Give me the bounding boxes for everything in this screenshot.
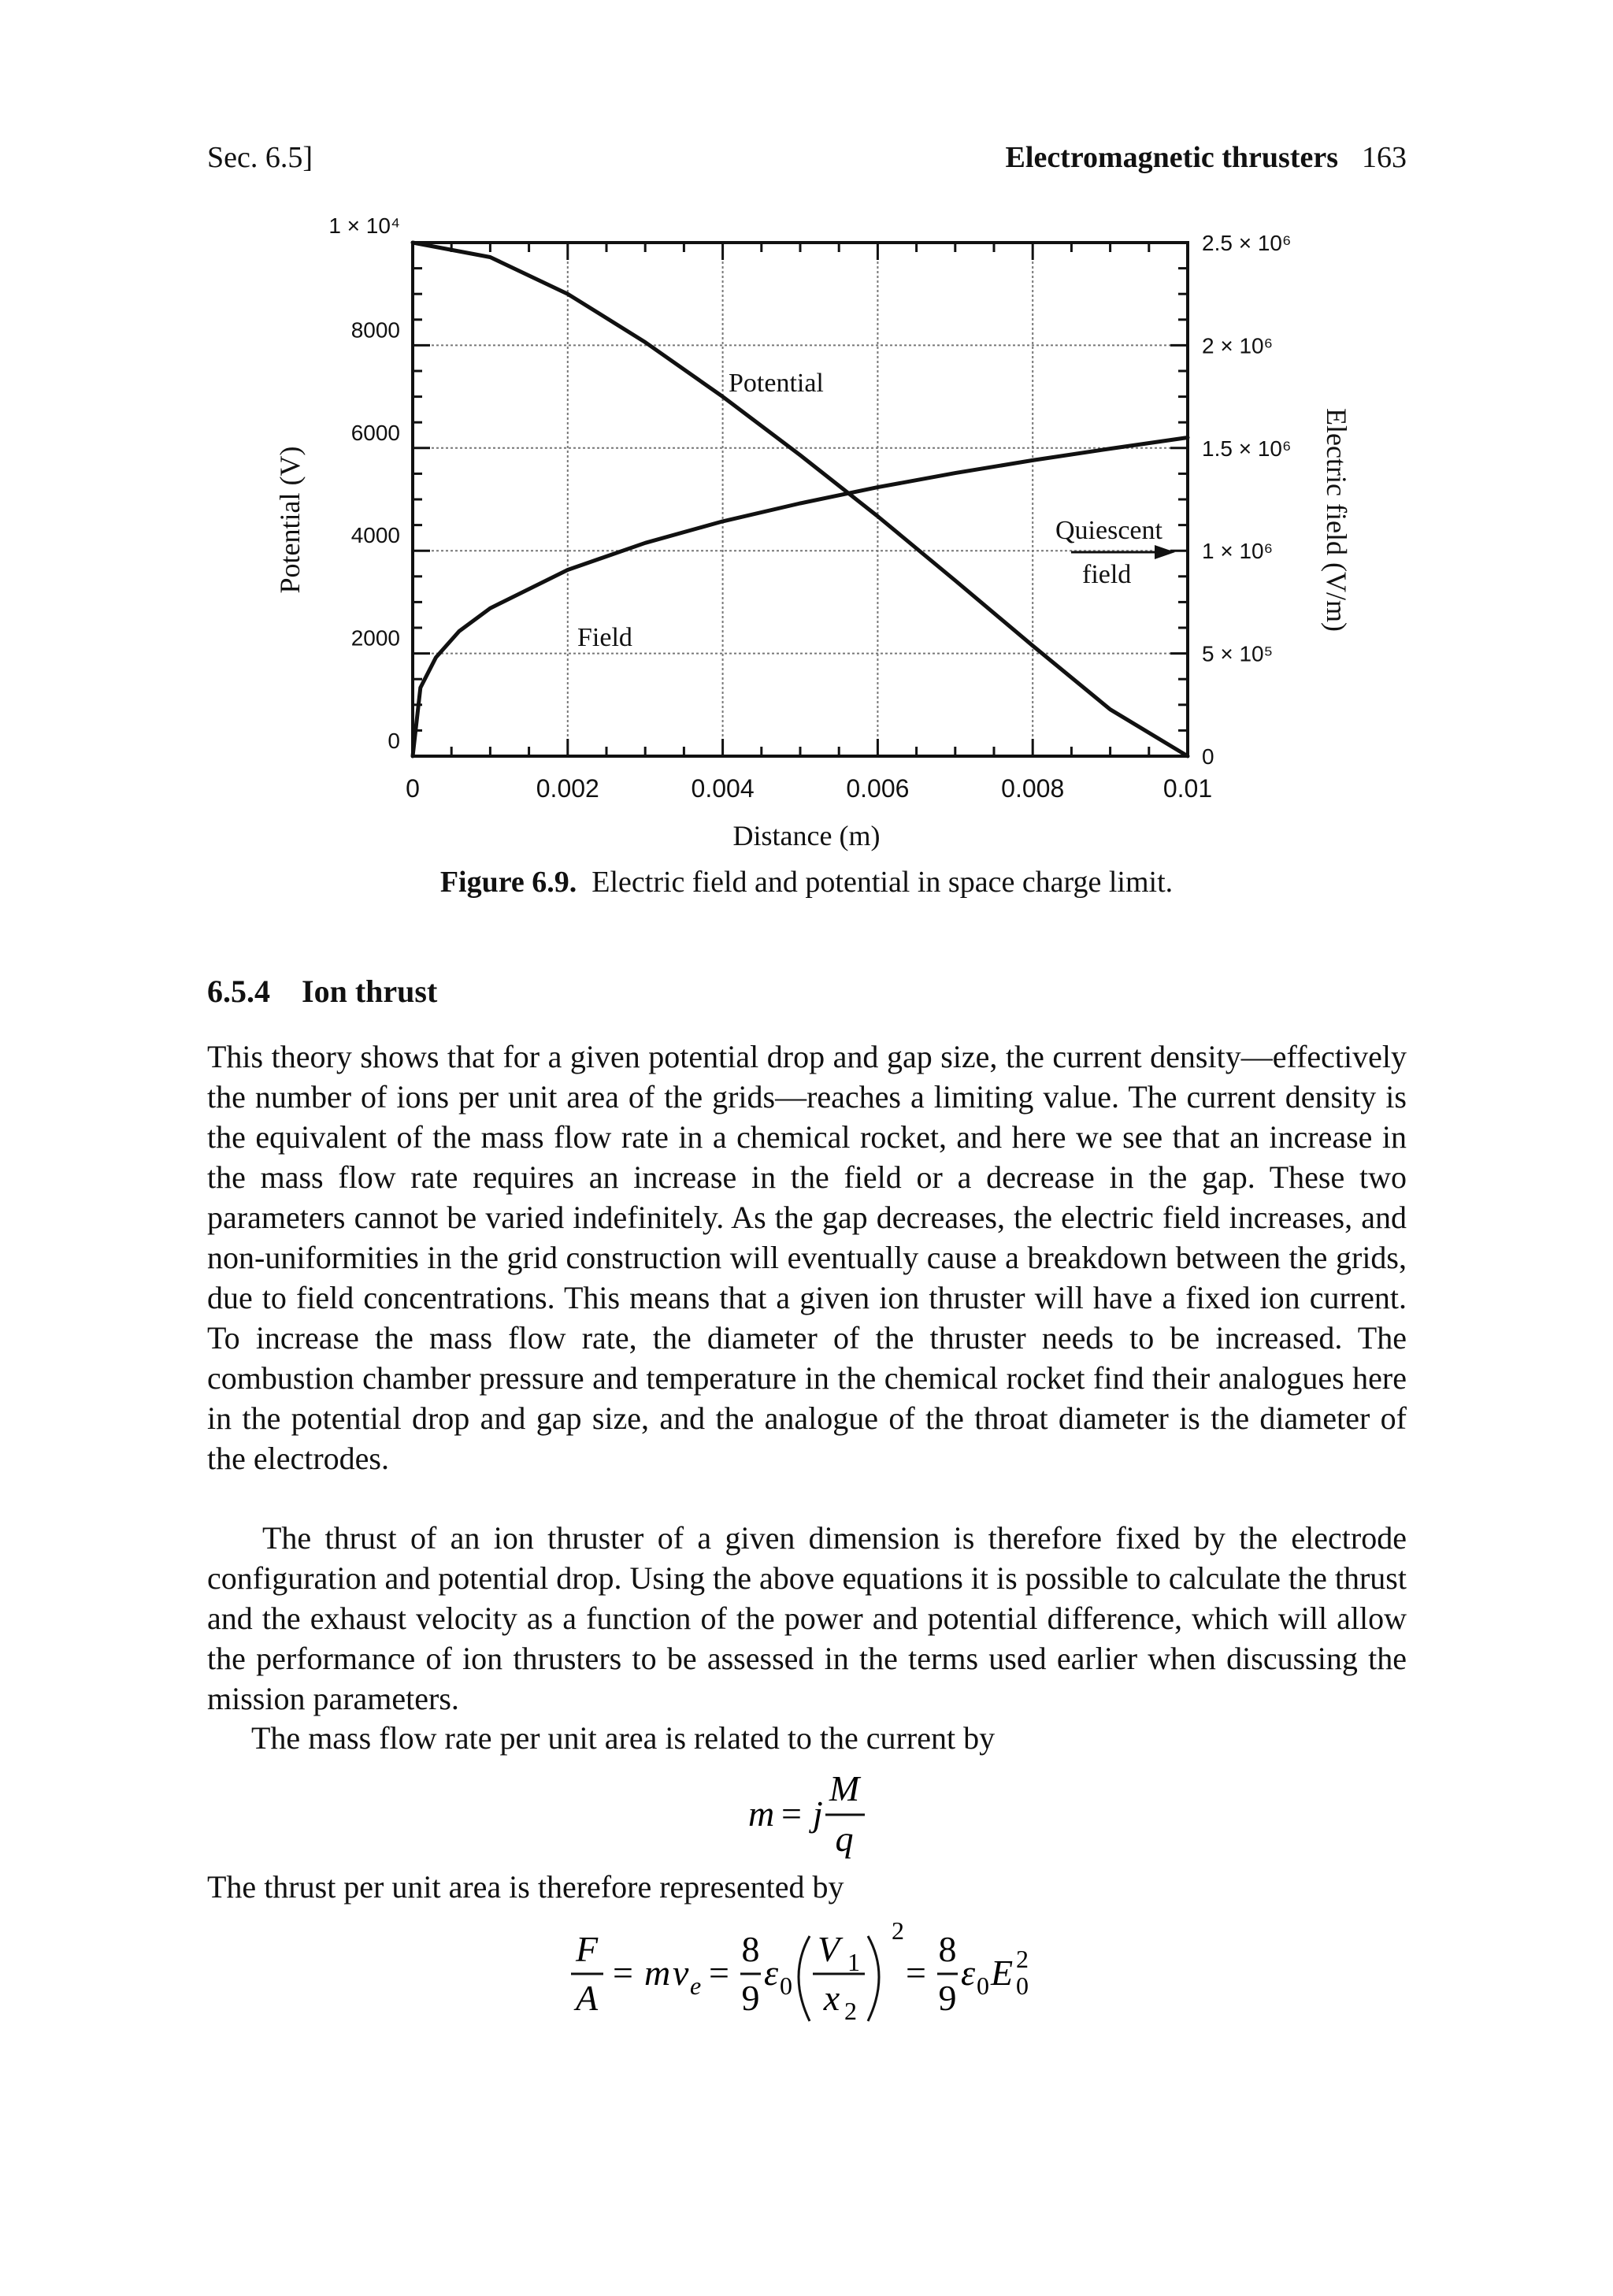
eq1-numerator: M [829, 1768, 860, 1808]
eq2-epsilon-1-sub: 0 [780, 1971, 792, 2000]
figure-caption [0, 865, 1613, 899]
y-right-tick-label: 2.5 × 10⁶ [1202, 231, 1292, 255]
paragraph-4: The thrust per unit area is therefore represented by [207, 1869, 844, 1905]
eq2-right-paren [868, 1936, 879, 2021]
paragraph-1: This theory shows that for a given potential drop and gap size, the current density—effectively the number of ions per unit area of the grids—reaches a limiting value. The current density is the equivalent of the mass flow rate in a chemical rocket, and here we see that an increase in the mass flow rate requires an increase in the field or a decrease in the gap. These two parameters cannot be varied indefinitely. As the gap decreases, the electric field increases, and non-uniformities in the grid construction will eventually cause a breakdown between the grids, due to field concentrations. This means that a given ion thruster will have a fixed ion current. To increase the mass flow rate, the diameter of the thruster needs to be increased. The combustion chamber pressure and temperature in the chemical rocket find their analogues here in the potential drop and gap size, and the analogue of the throat diameter is the diameter of the electrodes. [207, 1039, 1407, 1476]
y-left-tick-label: 2000 [350, 625, 400, 651]
caption-text: Electric field and potential in space charge limit. [591, 866, 1174, 899]
page-number: 163 [1362, 141, 1407, 174]
quiescent-label-line1: Quiescent [1055, 516, 1162, 545]
y-right-tick-label: 1.5 × 10⁶ [1202, 436, 1292, 461]
y-right-tick-label: 0 [1202, 744, 1214, 769]
y-right-tick-label: 1 × 10⁶ [1202, 539, 1274, 564]
x-tick-label: 0.004 [691, 774, 755, 803]
eq2-square-1: 2 [892, 1922, 904, 1945]
y-left-tick-label: 6000 [350, 420, 400, 445]
section-heading [207, 973, 437, 1010]
eq2-E: E [991, 1953, 1014, 1993]
eq2-v: v [673, 1953, 689, 1993]
eq2-epsilon-2-sub: 0 [977, 1971, 989, 2000]
eq2-F: F [575, 1929, 599, 1969]
series-line-field [413, 438, 1188, 757]
equation-mass-flow [709, 1764, 914, 1867]
eq1-denominator: q [835, 1819, 854, 1859]
eq2-x-sub: 2 [844, 1997, 857, 2025]
section-title: Ion thrust [302, 974, 438, 1009]
x-tick-label: 0 [406, 774, 420, 803]
eq2-V: V [817, 1929, 840, 1969]
x-tick-label: 0.008 [1001, 774, 1065, 803]
eq1-equals: = [781, 1793, 802, 1834]
eq2-left-paren [799, 1936, 810, 2021]
section-number: 6.5.4 [207, 974, 270, 1009]
eq2-m: m [644, 1953, 671, 1993]
eq2-equals-2: = [709, 1953, 729, 1993]
series-group [413, 243, 1188, 756]
y-left-tick-label: 4000 [350, 523, 400, 548]
field-series-label: Field [577, 623, 632, 652]
eq1-j: j [813, 1793, 823, 1834]
tick-labels [328, 213, 1291, 803]
y-left-tick-label: 1 × 10⁴ [328, 213, 400, 238]
eq2-equals-1: = [613, 1953, 633, 1993]
y-left-tick-label: 8000 [350, 317, 400, 343]
x-tick-label: 0.01 [1162, 774, 1213, 803]
eq1-lhs: m [748, 1793, 775, 1834]
running-header-section: Sec. 6.5] [207, 141, 313, 174]
eq2-epsilon-1: ε [764, 1953, 779, 1993]
y-right-tick-label: 2 × 10⁶ [1202, 333, 1274, 358]
eq2-A: A [575, 1978, 599, 2018]
eq2-x: x [823, 1978, 840, 2018]
eq2-eight-2: 8 [938, 1929, 957, 1969]
caption-label: Figure 6.9. [439, 866, 577, 899]
x-tick-label: 0.002 [536, 774, 599, 803]
eq2-E-sub: 0 [1016, 1971, 1029, 2000]
paragraph-3: The mass flow rate per unit area is related to the current by [251, 1720, 996, 1756]
x-tick-label: 0.006 [846, 774, 910, 803]
eq2-eight-1: 8 [741, 1929, 760, 1969]
eq2-epsilon-2: ε [961, 1953, 976, 1993]
eq2-E-square: 2 [1016, 1945, 1029, 1973]
quiescent-arrow-head [1155, 545, 1175, 559]
series-line-potential [413, 243, 1188, 756]
eq2-nine-1: 9 [741, 1978, 760, 2018]
chapter-title: Electromagnetic thrusters [1005, 141, 1338, 174]
equation-thrust [551, 1922, 1071, 2040]
y-left-tick-label: 0 [387, 729, 400, 753]
y-axis-left-label: Potential (V) [274, 446, 306, 594]
eq2-V-sub: 1 [847, 1948, 860, 1976]
eq2-v-sub: e [690, 1971, 702, 2000]
y-right-tick-label: 5 × 10⁵ [1202, 641, 1274, 666]
paragraph-2: The thrust of an ion thruster of a given dimension is therefore fixed by the electrode configuration and potential drop. Using the above equations it is possible to calculate the thrust and the exhaust velocity as a function of the power and potential difference, which will allow the performance of ion thrusters to be assessed in the terms used earlier when discussing the mission parameters. [207, 1520, 1407, 1716]
eq2-nine-2: 9 [938, 1978, 957, 2018]
eq2-equals-3: = [906, 1953, 926, 1993]
quiescent-label-line2: field [1082, 560, 1132, 589]
x-axis-label: Distance (m) [732, 820, 881, 851]
potential-series-label: Potential [729, 369, 824, 398]
figure-6-9-chart [0, 0, 1613, 866]
y-axis-right-label: Electric field (V/m) [1321, 408, 1352, 632]
